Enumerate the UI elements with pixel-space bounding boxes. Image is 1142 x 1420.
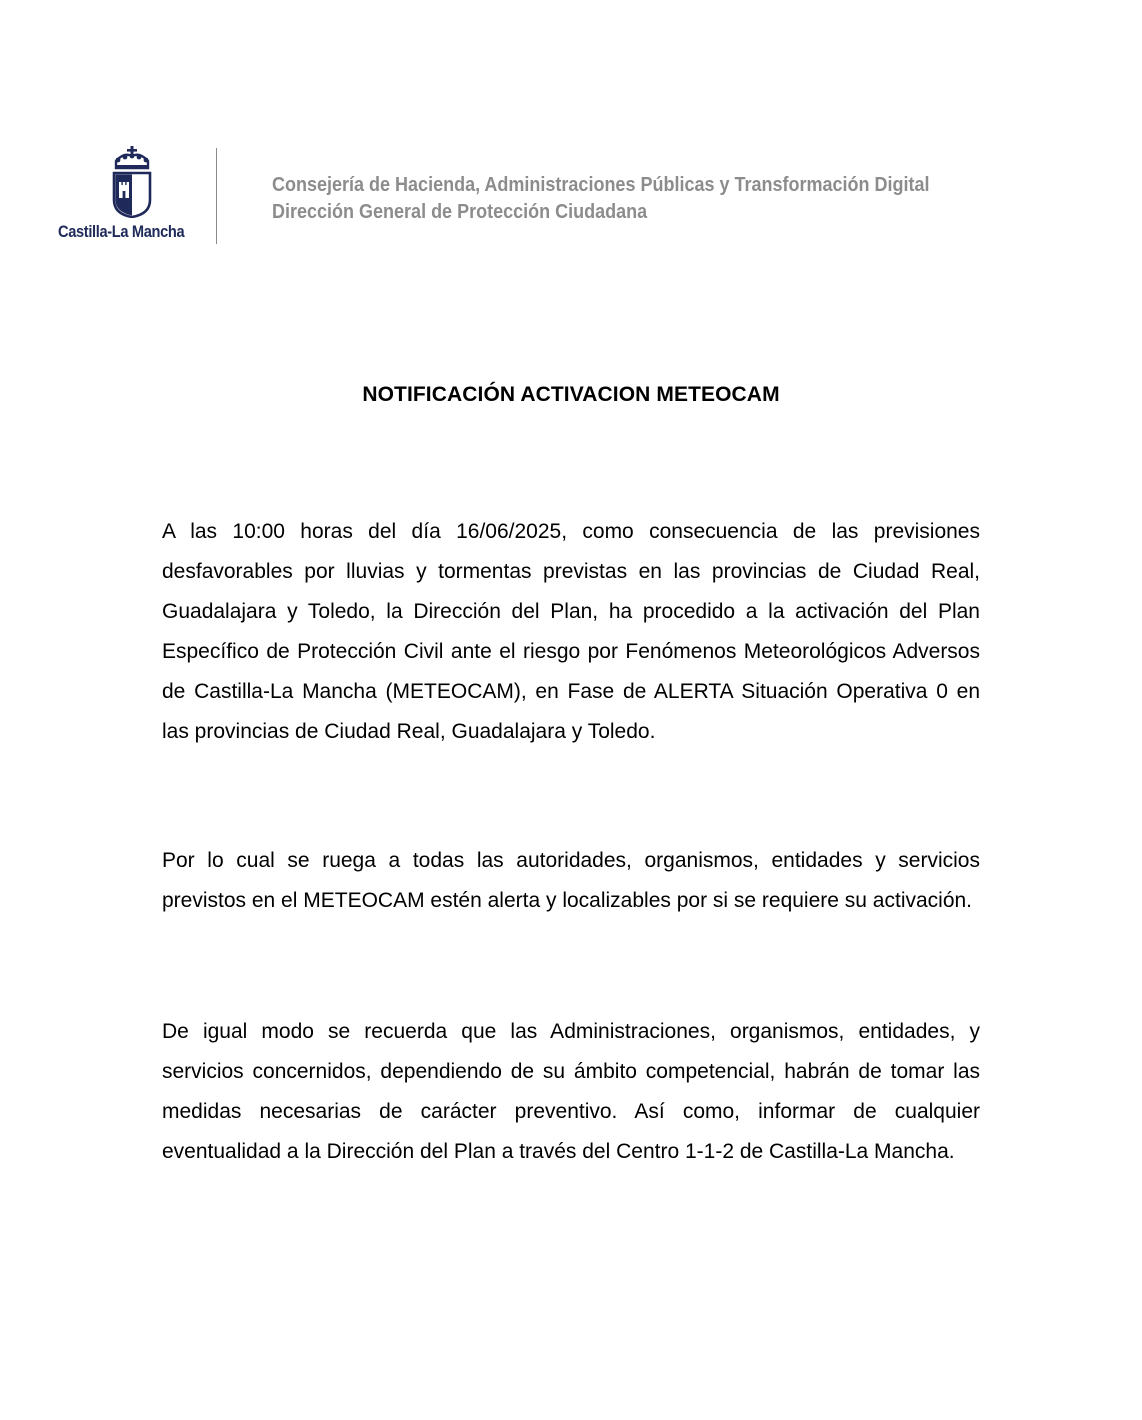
paragraph-text: De igual modo se recuerda que las Administraciones, organismos, entidades, y servicios concernidos, dependiendo de su ámbito competencial, habrán de tomar las medidas necesarias de carácter preventivo. Así como, informar de cualquier eventualidad a la Dirección del Plan a través del Centro 1-1-2 de Castilla-La Mancha.	[162, 1020, 980, 1163]
paragraph-1	[162, 512, 980, 752]
document-title: NOTIFICACIÓN ACTIVACION METEOCAM	[362, 383, 780, 406]
paragraph-text: A las 10:00 horas del día 16/06/2025, como consecuencia de las previsiones desfavorables por lluvias y tormentas previstas en las provincias de Ciudad Real, Guadalajara y Toledo, la Dirección del Plan, ha procedido a la activación del Plan Específico de Protección Civil ante el riesgo por Fenómenos Meteorológicos Adversos de Castilla-La Mancha (METEOCAM), en Fase de ALERTA Situación Operativa 0 en las provincias de Ciudad Real, Guadalajara y Toledo.	[162, 520, 980, 743]
department-name: Consejería de Hacienda, Administraciones Públicas y Transformación Digital	[272, 174, 930, 196]
paragraph-3	[162, 1012, 980, 1172]
logo-wordmark: Castilla-La Mancha	[58, 222, 185, 241]
paragraph-text: Por lo cual se ruega a todas las autoridades, organismos, entidades y servicios previstos en el METEOCAM estén alerta y localizables por si se requiere su activación.	[162, 849, 980, 912]
issuing-body	[272, 172, 992, 226]
letterhead	[58, 146, 978, 246]
paragraph-2	[162, 841, 980, 921]
header-divider	[216, 148, 217, 244]
coat-of-arms-icon	[110, 146, 154, 218]
directorate-name: Dirección General de Protección Ciudadana	[272, 201, 648, 223]
castilla-la-mancha-logo	[58, 146, 208, 244]
